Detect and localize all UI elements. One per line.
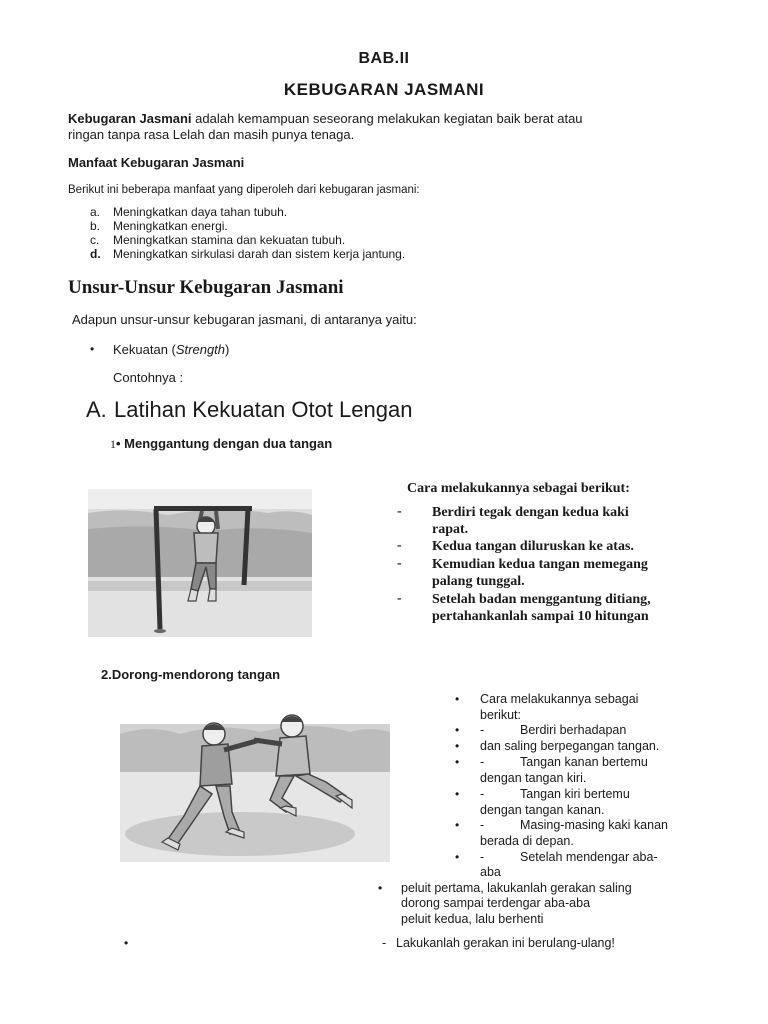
exercise1-step — [432, 504, 629, 538]
instruction-text: berada di depan. — [480, 834, 574, 848]
instruction-text: Setelah mendengar aba- — [520, 850, 658, 864]
bullet-dot: • — [455, 755, 460, 769]
strength-label: Kekuatan ( — [113, 342, 176, 357]
strength-bullet — [113, 342, 229, 358]
exercise1-step — [432, 591, 651, 625]
step-line: pertahankanlah sampai 10 hitungan — [432, 609, 649, 624]
example-label: Contohnya : — [113, 370, 184, 385]
step-line: Kedua tangan diluruskan ke atas. — [432, 539, 634, 554]
list-marker: a. — [90, 205, 101, 219]
benefits-lead: Berikut ini beberapa manfaat yang diperoleh dari kebugaran jasmani: — [68, 184, 420, 196]
instruction-dash: - — [382, 936, 387, 950]
instruction-text: dengan tangan kanan. — [480, 803, 605, 817]
step-line: Setelah badan menggantung ditiang, — [432, 592, 651, 607]
section-a-title: Latihan Kekuatan Otot Lengan — [114, 397, 413, 422]
elements-heading: Unsur-Unsur Kebugaran Jasmani — [68, 277, 344, 298]
bullet-dot: • — [90, 342, 95, 356]
exercise2-title: 2.Dorong-mendorong tangan — [101, 667, 281, 682]
step-dash: - — [397, 556, 402, 571]
instruction-text: peluit pertama, lakukanlah gerakan saling — [401, 881, 632, 895]
list-text: Meningkatkan daya tahan tubuh. — [113, 205, 288, 219]
instruction-dash: - — [480, 818, 485, 832]
instruction-text: Cara melakukannya sebagai — [480, 692, 639, 706]
step-line: Kemudian kedua tangan memegang — [432, 557, 648, 572]
exercise1-number: 1 — [110, 437, 116, 451]
intro-line2: ringan tanpa rasa Lelah dan masih punya tenaga. — [68, 127, 355, 142]
intro-term: Kebugaran Jasmani — [68, 111, 192, 126]
list-marker: b. — [90, 219, 101, 233]
elements-lead: Adapun unsur-unsur kebugaran jasmani, di antaranya yaitu: — [72, 312, 417, 327]
chapter-label: BAB.II — [358, 50, 410, 67]
list-marker: d. — [90, 247, 101, 261]
step-line: rapat. — [432, 522, 469, 537]
step-dash: - — [397, 504, 402, 519]
hanging-figure-svg — [88, 489, 312, 637]
instruction-text: aba — [480, 865, 501, 879]
instruction-text: Tangan kanan bertemu — [520, 755, 648, 769]
instruction-text: dan saling berpegangan tangan. — [480, 739, 660, 753]
bullet-dot: • — [378, 881, 383, 895]
intro-paragraph — [68, 111, 708, 143]
exercise2-line — [480, 692, 638, 723]
instruction-text: Lakukanlah gerakan ini berulang-ulang! — [396, 936, 615, 950]
list-text: Meningkatkan sirkulasi darah dan sistem kerja jantung. — [113, 247, 406, 261]
bullet-dot: • — [455, 818, 460, 832]
strength-italic: Strength — [175, 342, 226, 357]
strength-close: ) — [225, 342, 230, 357]
hanging-illustration — [88, 489, 312, 637]
instruction-text: dorong sampai terdengar aba-aba — [401, 896, 591, 910]
instruction-dash: - — [480, 850, 485, 864]
instruction-dash: - — [480, 755, 485, 769]
step-dash: - — [397, 538, 402, 553]
bullet-dot: • — [455, 723, 460, 737]
instruction-text: peluit kedua, lalu berhenti — [401, 912, 544, 926]
benefits-heading: Manfaat Kebugaran Jasmani — [68, 155, 245, 170]
intro-line1: adalah kemampuan seseorang melakukan kegiatan baik berat atau — [191, 111, 583, 126]
exercise1-title: 1• Menggantung dengan dua tangan — [110, 436, 333, 451]
step-line: Berdiri tegak dengan kedua kaki — [432, 505, 629, 520]
instruction-text: dengan tangan kiri. — [480, 771, 587, 785]
instruction-text: berikut: — [480, 707, 521, 722]
instruction-text: Masing-masing kaki kanan — [520, 818, 668, 832]
section-a-marker: A. — [86, 397, 107, 422]
bullet-dot: • — [455, 739, 460, 753]
instruction-dash: - — [480, 787, 485, 801]
step-line: palang tunggal. — [432, 574, 525, 589]
pushing-illustration — [120, 704, 390, 862]
list-text: Meningkatkan energi. — [113, 219, 228, 233]
instruction-text: Tangan kiri bertemu — [520, 787, 630, 801]
bullet-dot: • — [455, 692, 460, 706]
bullet-dot: • — [455, 787, 460, 801]
bullet-dot: • — [124, 936, 129, 950]
step-dash: - — [397, 591, 402, 606]
instruction-dash: - — [480, 723, 485, 737]
exercise1-how-heading: Cara melakukannya sebagai berikut: — [407, 481, 630, 496]
exercise1-step — [432, 556, 648, 590]
instruction-text: Berdiri berhadapan — [520, 723, 627, 737]
pushing-figure-svg — [120, 704, 390, 862]
bullet-dot: • — [455, 850, 460, 864]
exercise1-title-text: Menggantung dengan dua tangan — [124, 436, 333, 451]
page-title: KEBUGARAN JASMANI — [283, 80, 485, 99]
list-marker: c. — [90, 233, 100, 247]
list-text: Meningkatkan stamina dan kekuatan tubuh. — [113, 233, 346, 247]
exercise1-step — [432, 538, 634, 555]
